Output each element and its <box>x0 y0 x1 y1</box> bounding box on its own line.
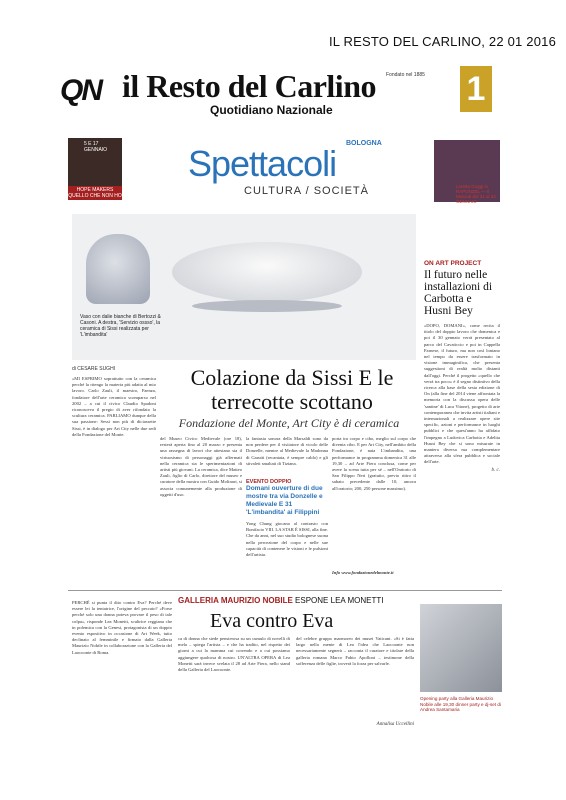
section-name: Spettacoli <box>188 143 337 184</box>
evento-kicker: EVENTO DOPPIO <box>246 479 292 485</box>
sidebar-article <box>424 260 500 473</box>
info-line: Info www.fondazionedelmonte.it <box>332 570 394 575</box>
issue-number-badge: 1 <box>460 66 492 112</box>
ceramics-photo <box>72 214 416 360</box>
divider <box>68 590 502 591</box>
section-subtitle: CULTURA / SOCIETÀ <box>244 185 369 197</box>
sculpture-photo <box>420 604 502 692</box>
plate-image <box>192 300 342 312</box>
source-line: IL RESTO DEL CARLINO, 22 01 2016 <box>328 34 556 49</box>
section-city: BOLOGNA <box>346 140 382 147</box>
sidebar-kicker: ON ART PROJECT <box>424 260 482 267</box>
article-column-4: porta tra corpo e cibo, meglio sul corpo che diventa cibo. E per Art City, nell'ambito della Fondazione, è nata L'imbandita, una performance in programma domenica 31 alle 19,30 – ad Arte Fiera conclusa, come per avere la scena tutta per sé – nell'Oratorio di San Filippo Neri (gratuito, previo ritiro il sabato precedente dalle 10, ancora all'oratorio; 200, 250 persone massimo). <box>332 436 416 491</box>
sidebar-title: Il futuro nelle installazioni di Carbotta e Husni Bey <box>424 269 493 317</box>
second-column-3: del celebre gruppo marmoreo dei musei Vaticani. «Si è fatta largo nella mente di Lea l'idea che Laocoonte non necessariamente segnerà – racconta il curatore e titolare della galleria romana Marco Fabio Apolloni – testimone della sofferenza delle figlie, troverà la forza per salvarle. <box>296 636 414 666</box>
byline: di CESARE SUGHI <box>72 366 116 372</box>
article-column-4-block <box>332 436 416 576</box>
second-signature: Annalisa Uccellini <box>376 722 414 727</box>
second-column-3-block <box>296 636 414 727</box>
gallery-band <box>178 596 412 605</box>
evento-title: Domani ouverture di due mostre tra via Donzelle e Medievale E 31 'L'imbandita' ai Filippini <box>246 485 323 516</box>
sidebar-body: «DOPO, DOMANI», come recita il titolo del doppio lavoro che domenica e poi il 30 gennaio verrà presentato al parco del Cavaticcio e poi in Cappella Farnese, il futuro, ma non così lontano nel tempo da essere trasformato in visione immaginifica, che presenta suggestioni di realtà molto distanti dall'oggi. Perché il progetto «quello che verrà tra poco» è il segno distintivo della ricerca alla base della sesta edizione di On (alla fine del 2014 viene affrontata la memoria con la discussa opera delle 'santine' di Luca Vitone), progetto di arte contemporanea che invita artisti italiani e internazionali a realizzare opere site specific, azioni e performance in luoghi pubblici e che quest'anno ha affidato l'impegno a Ludovica Carbotta e Adelita Husni Bey che si sono misurate in maniera diversa ma complementare attraverso alla sfera pubblica e sociale dell'arte. <box>424 323 500 465</box>
second-column-1: PERCHÉ si punta il dito contro Eva? Perché deve essere lei la tentatrice, l'origine del peccato? «Forse perché solo una donna poteva provare il peso di tale colpa», risponde Lea Monetti, scultrice reggiana che in polemica con la Genesi, protagonista di un doppio evento espositivo in occasione di Art Week, tutto declinato al femminile e firmato dalla Galleria Maurizio Nobile in collaborazione con la Galleria del Laocoonte di Roma. <box>72 600 172 655</box>
article-column-3: la fantasia sonora della Marsaldi sono da non perdere per il visitatore di vicolo delle Donzelle, mentre al Medievale la Madonna di Garutti (recantata, è sempre caldo) e gli stivaleti smaltati di Tiziana. <box>246 436 328 466</box>
article-column-2: del Museo Civico Medievale (ore 18), resterà aperta fino al 20 marzo e presenta una rassegna di lavori che attestano sia il virtuosismo di personaggi già affermati nella ceramica sia le sperimentazioni di artisti più giovani. La ceramica, dice Matteo Zauli, figlio di Carlo, direttore del museo e curatore della mostra con Guido Molinari, si associa comunemente alla produzione di oggetti d'uso. <box>160 436 242 497</box>
article-column-1: «MI ESPRIMO soprattutto con la ceramica perché la ritengo la materia più adatta al mio lavoro. Carlo Zauli, il maestro, Faenza, fondatore dell'arte ceramica scomparso nel 2002 – a cui il civico Claudio Spadoni riconosceva il pregio di aver rifondato la scultura ceramica. PARLIAMO dunque della sua passione: Sessi non più di diciassette Sissi, è in dialogo per Art City nelle due sedi della Fondazione del Monte. <box>72 376 156 437</box>
section-header <box>68 138 500 206</box>
qn-logo: QN <box>60 74 101 107</box>
vase-image <box>86 234 150 304</box>
newspaper-title: il Resto del Carlino <box>122 68 376 104</box>
promo-left-date: 5 E 17 GENNAIO <box>84 141 108 153</box>
promo-right-text: Loretta Goggi in RAPUNZEL — Il Musical dal 21 al 24 GENNAIO <box>456 184 496 204</box>
promo-right <box>434 140 500 202</box>
article-column-3-block <box>246 436 328 587</box>
second-headline: Eva contro Eva <box>210 610 334 632</box>
gallery-band-rest: ESPONE LEA MONETTI <box>295 596 384 605</box>
gallery-name: GALLERIA MAURIZIO NOBILE <box>178 596 293 605</box>
founded-note: Fondato nel 1885 <box>386 72 425 78</box>
promo-left-caption: HOPE MAKERS QUELLO CHE NON HO <box>68 187 122 199</box>
article-deck: Fondazione del Monte, Art City è di ceramica <box>178 416 400 430</box>
article-column-3b: Yong Chung giocano al contrasto con Bonifacio VIII. LA STAR È SISSI, alla fine. Che da anni, nel suo studio bolognese suona nella percezione del corpo e nelle sue capacità di contenere le visioni e le pulsioni dell'artista. <box>246 521 328 558</box>
newspaper-subtitle: Quotidiano Nazionale <box>210 103 333 117</box>
photo-caption: Vaso con dalie bianche di Bertozzi & Casoni. A destra, 'Servizio ossso', la ceramica di Sissi realizzata per 'L'imbandita' <box>80 314 161 338</box>
sidebar-signature: b. c. <box>491 467 500 473</box>
masthead <box>60 66 492 118</box>
second-photo-caption: Opening party alla Galleria Maurizio Nobile alle 19,30 dinner party e dj-set di Andrea Santamaria <box>420 696 501 713</box>
article-headline: Colazione da Sissi E le terrecotte scottano <box>190 365 394 414</box>
second-column-2: ca di donna che siede pensierosa su un cumulo di novelli di mela – spiega l'artista – e che ha tradito, nel rispetto dei giorni a cui la mamma cui correndo e a cui possiamo aggiungere qualcosa di nostro. UN'ALTRA OPERA di Lea Monetti sarà invece svelata il 28 ad Arte Fiera, nello stand della Galleria del Laocoonte. <box>178 636 290 673</box>
promo-left <box>68 138 122 198</box>
bowl-image <box>172 242 362 302</box>
